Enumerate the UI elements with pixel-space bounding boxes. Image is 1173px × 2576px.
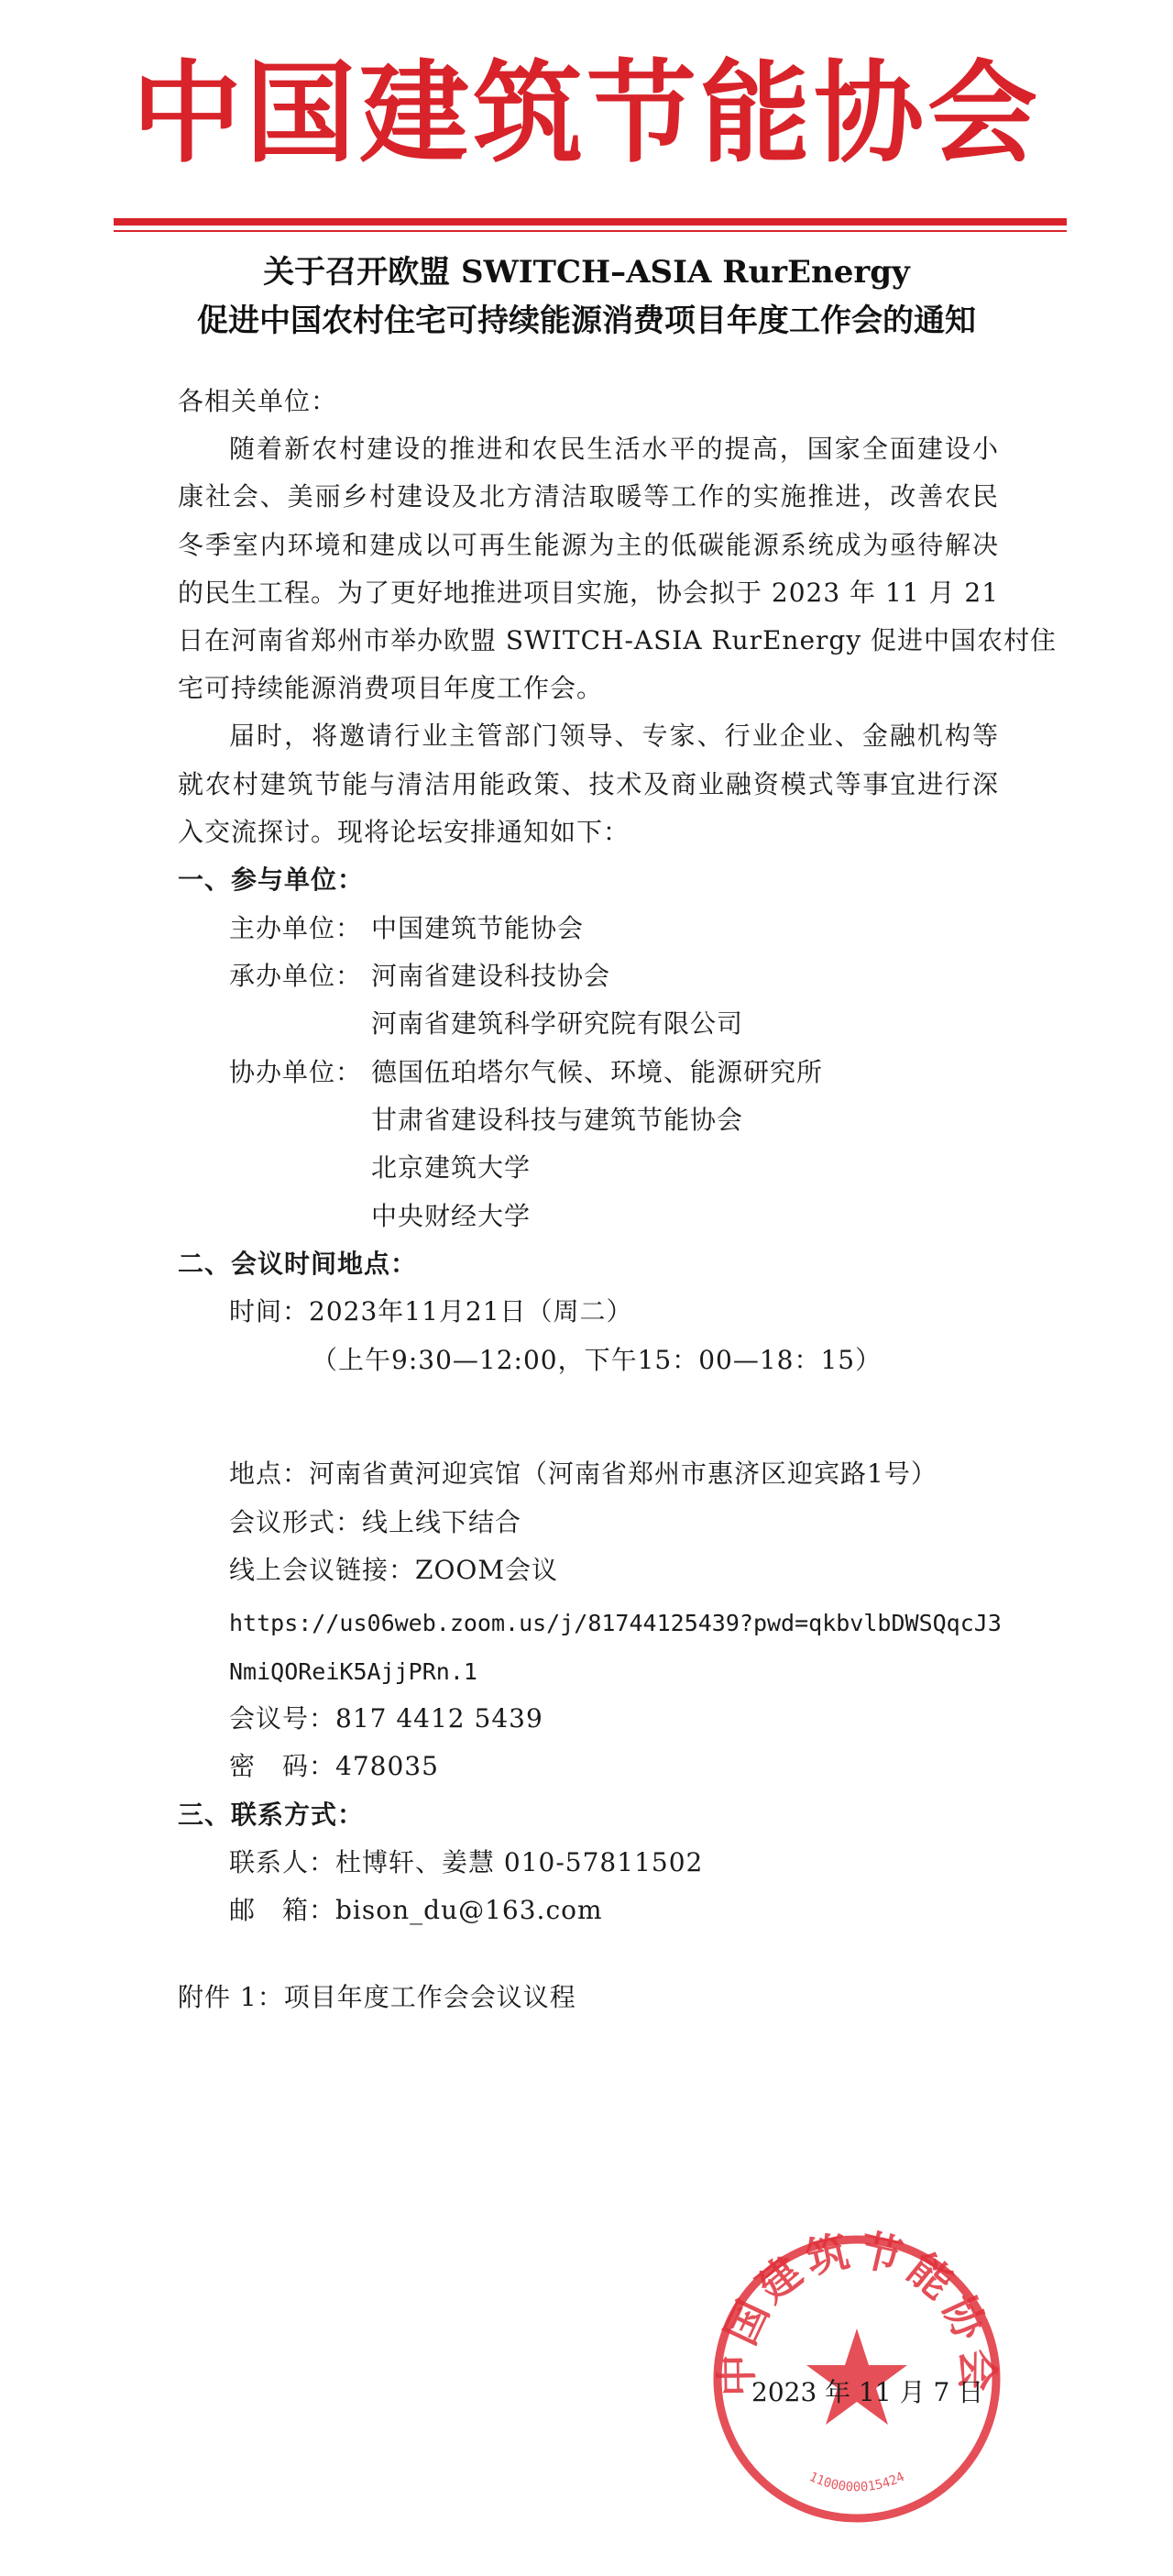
meeting-link-url-2[interactable]: NmiQOReiK5AjjPRn.1 [229, 1658, 477, 1685]
meeting-link-url-1[interactable]: https://us06web.zoom.us/j/81744125439?pwd=qkbvlbDWSQqcJ3 [229, 1610, 1002, 1636]
organizer-2: 河南省建筑科学研究院有限公司 [371, 1008, 744, 1039]
meeting-format: 会议形式：线上线下结合 [229, 1507, 522, 1537]
para1-line-5: 日在河南省郑州市举办欧盟 SWITCH-ASIA RurEnergy 促进中国农村住 [178, 625, 1058, 655]
salutation: 各相关单位： [178, 386, 338, 416]
section2-heading: 二、会议时间地点： [178, 1249, 418, 1279]
para1-line-3: 冬季室内环境和建成以可再生能源为主的低碳能源系统成为亟待解决 [178, 530, 999, 560]
meeting-venue: 地点：河南省黄河迎宾馆（河南省郑州市惠济区迎宾路1号） [229, 1459, 937, 1489]
section1-heading: 一、参与单位： [178, 864, 365, 895]
co-organizer-3: 北京建筑大学 [371, 1152, 532, 1183]
host-label: 主办单位： [229, 913, 363, 943]
seal-text: 中国建筑节能协会 [711, 2228, 1003, 2397]
co-organizer-2: 甘肃省建设科技与建筑节能协会 [371, 1105, 744, 1135]
doc-title-line-1: 关于召开欧盟 SWITCH–ASIA RurEnergy [263, 254, 910, 291]
org-letterhead: 中国建筑节能协会 [132, 50, 1041, 178]
meeting-time-detail: （上午9:30—12:00，下午15：00—18：15） [312, 1345, 882, 1375]
organizer-1: 河南省建设科技协会 [371, 961, 611, 991]
letterhead-rule-thick [114, 218, 1067, 226]
contact-person: 联系人：杜博轩、姜慧 010-57811502 [229, 1847, 704, 1877]
attachment-note: 附件 1：项目年度工作会会议议程 [178, 1982, 576, 2012]
para2-line-1: 届时，将邀请行业主管部门领导、专家、行业企业、金融机构等 [229, 721, 999, 751]
section3-heading: 三、联系方式： [178, 1800, 365, 1830]
para1-line-6: 宅可持续能源消费项目年度工作会。 [178, 673, 604, 703]
letterhead-rule-thin [114, 230, 1067, 232]
meeting-id: 会议号：817 4412 5439 [229, 1703, 543, 1734]
host-name: 中国建筑节能协会 [371, 913, 585, 943]
seal-serial: 1100000015424 [806, 2469, 907, 2495]
meeting-password: 密 码：478035 [229, 1751, 439, 1781]
para2-line-2: 就农村建筑节能与清洁用能政策、技术及商业融资模式等事宜进行深 [178, 769, 999, 799]
co-organizer-4: 中央财经大学 [371, 1201, 532, 1231]
organizer-label: 承办单位： [229, 961, 363, 991]
para1-line-1: 随着新农村建设的推进和农民生活水平的提高，国家全面建设小 [229, 434, 999, 464]
para1-line-2: 康社会、美丽乡村建设及北方清洁取暖等工作的实施推进，改善农民 [178, 481, 999, 512]
contact-email: 邮 箱：bison_du@163.com [229, 1895, 603, 1925]
co-organizer-label: 协办单位： [229, 1057, 363, 1087]
meeting-link-label: 线上会议链接：ZOOM会议 [229, 1555, 559, 1585]
para1-line-4: 的民生工程。为了更好地推进项目实施，协会拟于 2023 年 11 月 21 [178, 578, 1000, 608]
meeting-time: 时间：2023年11月21日（周二） [229, 1296, 633, 1327]
doc-title-line-2: 促进中国农村住宅可持续能源消费项目年度工作会的通知 [197, 303, 976, 339]
issue-date: 2023 年 11 月 7 日 [751, 2377, 984, 2407]
para2-line-3: 入交流探讨。现将论坛安排通知如下： [178, 817, 630, 847]
co-organizer-1: 德国伍珀塔尔气候、环境、能源研究所 [371, 1057, 824, 1087]
